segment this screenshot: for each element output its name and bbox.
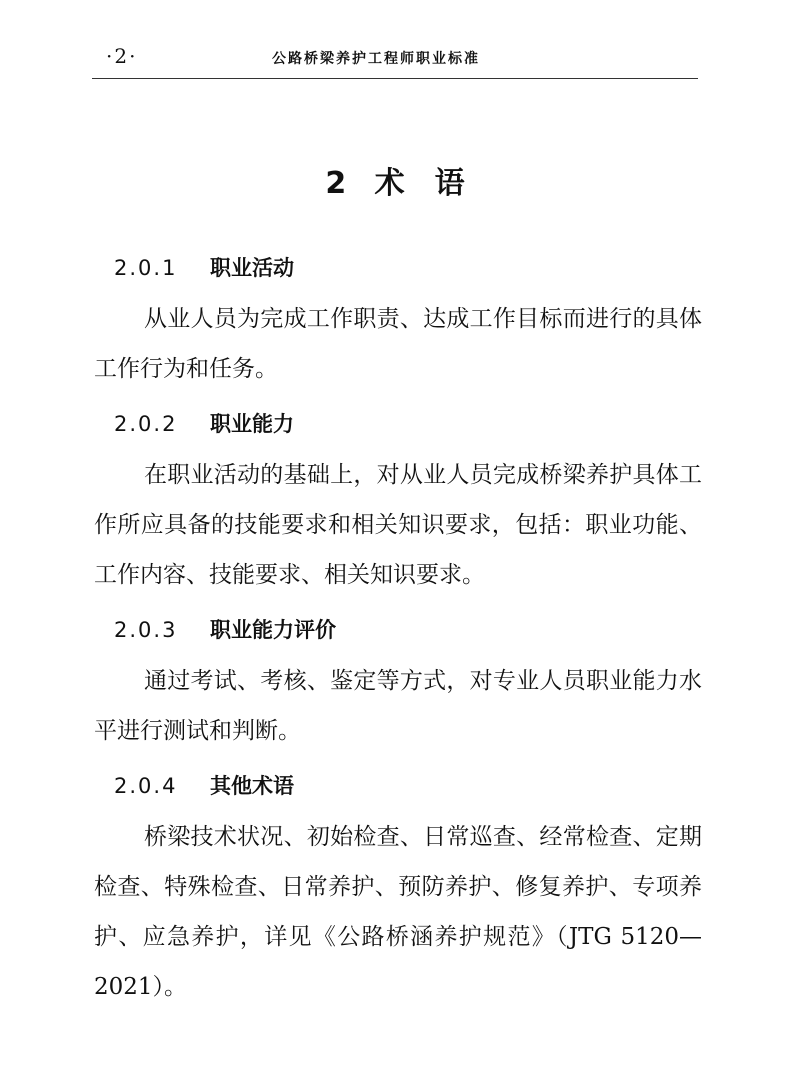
section-number: 2.0.3	[114, 618, 178, 642]
section-title: 职业能力	[210, 412, 294, 436]
section-heading	[94, 610, 702, 650]
page-number: ·2·	[106, 44, 138, 68]
section-title: 职业能力评价	[210, 618, 336, 642]
section-paragraph: 通过考试、考核、鉴定等方式，对专业人员职业能力水平进行测试和判断。	[94, 668, 702, 744]
section-number: 2.0.1	[114, 256, 178, 280]
section-heading	[94, 248, 702, 288]
section-2-0-4	[94, 766, 702, 1012]
section-2-0-3	[94, 610, 702, 756]
page-header	[92, 40, 698, 79]
section-2-0-1	[94, 248, 702, 394]
section-paragraph: 从业人员为完成工作职责、达成工作目标而进行的具体工作行为和任务。	[94, 306, 702, 382]
running-title: 公路桥梁养护工程师职业标准	[272, 51, 480, 67]
section-number: 2.0.2	[114, 412, 178, 436]
chapter-title: 2 术 语	[325, 166, 465, 201]
section-2-0-2	[94, 404, 702, 600]
section-heading	[94, 404, 702, 444]
section-paragraph: 在职业活动的基础上，对从业人员完成桥梁养护具体工作所应具备的技能要求和相关知识要求，包括：职业功能、工作内容、技能要求、相关知识要求。	[94, 462, 702, 588]
document-body	[94, 248, 702, 1022]
section-number: 2.0.4	[114, 774, 178, 798]
section-paragraph: 桥梁技术状况、初始检查、日常巡查、经常检查、定期检查、特殊检查、日常养护、预防养护、修复养护、专项养护、应急养护，详见《公路桥涵养护规范》（JTG 5120—2021）。	[94, 824, 702, 1000]
section-heading	[94, 766, 702, 806]
section-title: 其他术语	[210, 774, 294, 798]
section-title: 职业活动	[210, 256, 294, 280]
